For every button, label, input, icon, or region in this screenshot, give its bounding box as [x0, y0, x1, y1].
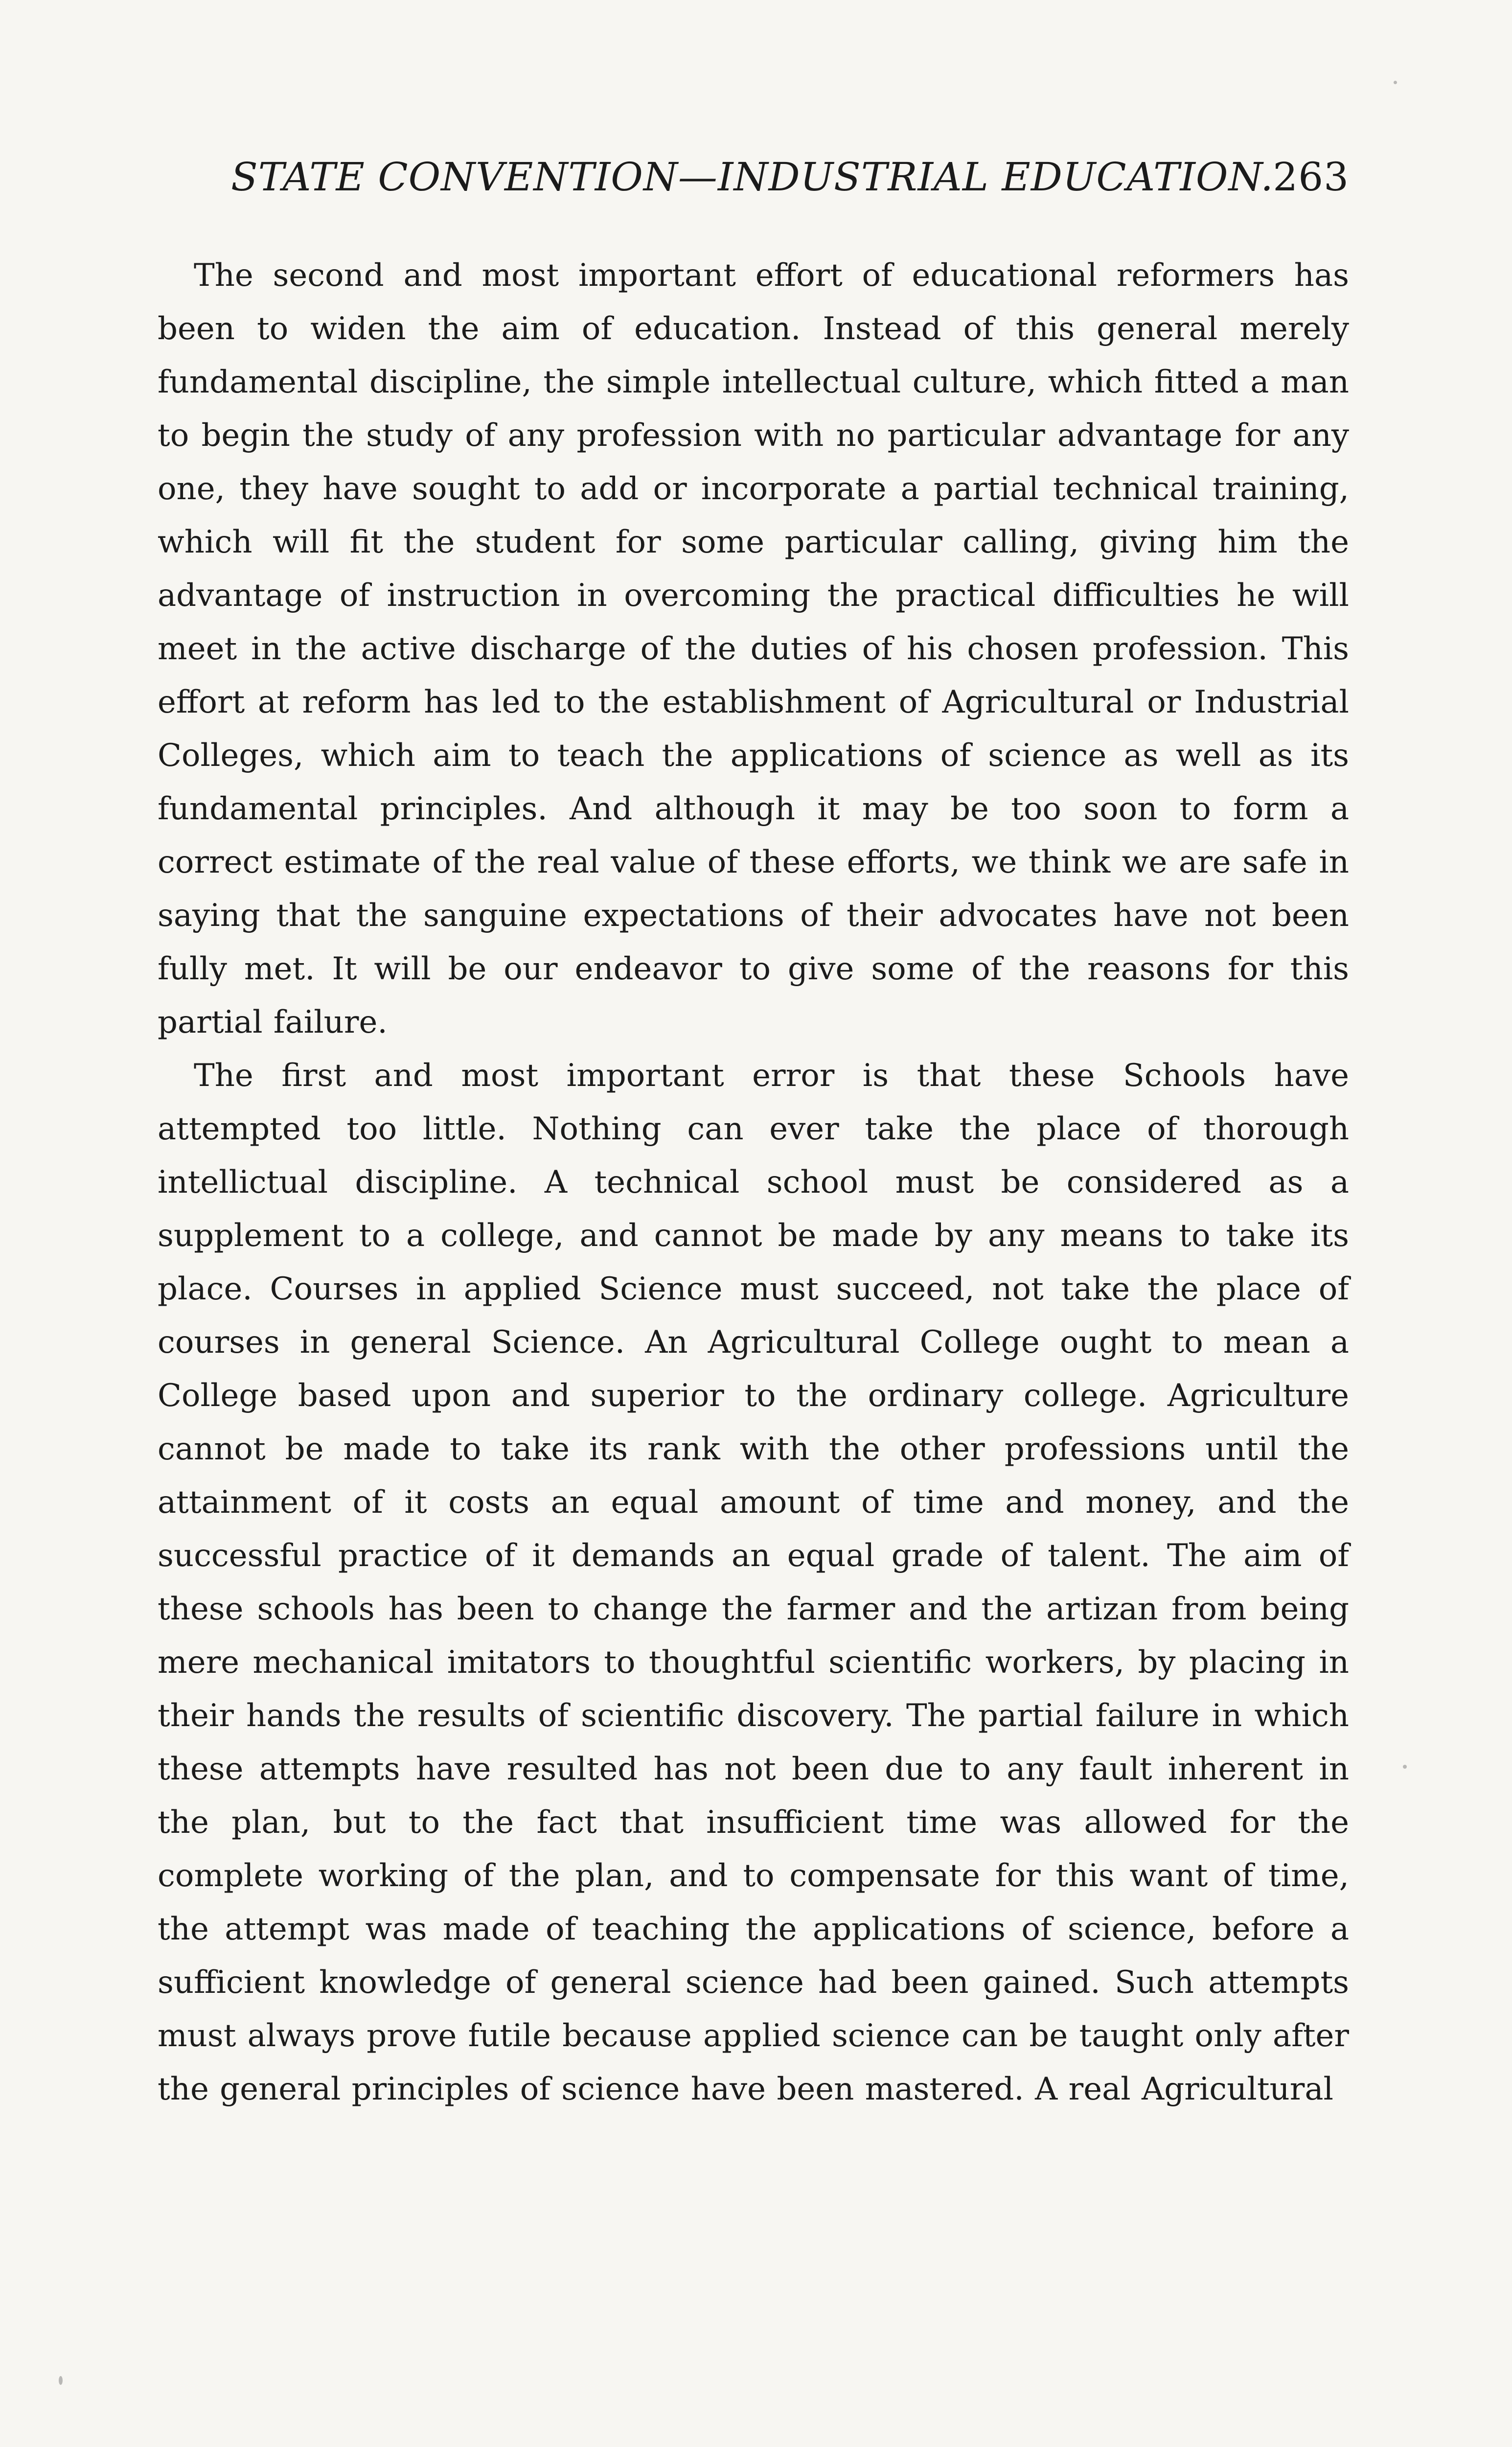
running-title: STATE CONVENTION—INDUSTRIAL EDUCATION.	[231, 154, 1274, 200]
paper-speck	[59, 2376, 63, 2385]
paper-speck	[1394, 81, 1397, 84]
paragraph-schools-error: The first and most important error is that these Schools have attempted too little. Nothing can ever take the place of thorough intellictual discipline. A technical school must be considered as a supplement to a college, and cannot be made by any means to take its place. Courses in applied Science must succeed, not take the place of courses in general Science. An Agricultural College ought to mean a College based upon and superior to the ordinary college. Agriculture cannot be made to take its rank with the other professions until the attainment of it costs an equal amount of time and money, and the successful practice of it demands an equal grade of talent. The aim of these schools has been to change the farmer and the artizan from being mere mechanical imitators to thoughtful scientific workers, by placing in their hands the results of scientific discovery. The partial failure in which these attempts have resulted has not been due to any fault inherent in the plan, but to the fact that insufficient time was allowed for the complete working of the plan, and to compensate for this want of time, the attempt was made of teaching the applications of science, before a sufficient knowledge of general science had been gained. Such attempts must always prove futile because applied science can be taught only after the general principles of science have been mastered. A real Agricultural	[158, 1058, 1349, 2107]
paper-speck	[1403, 1765, 1407, 1769]
running-head	[158, 154, 1349, 209]
printed-page	[158, 154, 1349, 2116]
body-text	[158, 249, 1349, 2116]
page-number: 263	[1273, 154, 1349, 200]
paragraph-educational-reformers: The second and most important effort of educational reformers has been to widen the aim of education. Instead of this general merely fundamental discipline, the simple intellectual culture, which fitted a man to begin the study of any profession with no particular advantage for any one, they have sought to add or incorporate a partial technical training, which will fit the student for some particular calling, giving him the advantage of instruction in overcoming the practical difficulties he will meet in the active discharge of the duties of his chosen profession. This effort at reform has led to the establishment of Agricultural or Industrial Colleges, which aim to teach the applications of science as well as its fundamental principles. And although it may be too soon to form a correct estimate of the real value of these efforts, we think we are safe in saying that the sanguine expectations of their advocates have not been fully met. It will be our endeavor to give some of the reasons for this partial failure.	[158, 257, 1349, 1040]
